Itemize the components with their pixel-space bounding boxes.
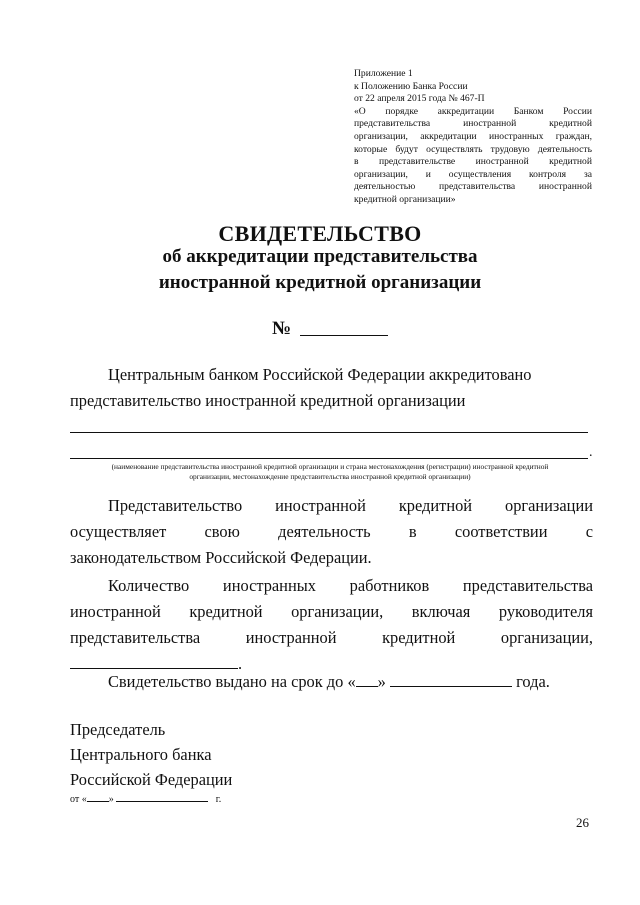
- issued-line: [108, 672, 550, 692]
- activity-paragraph: [70, 493, 593, 571]
- appendix-line: деятельностью представительства иностранной: [354, 181, 592, 193]
- issued-month-blank: [390, 685, 512, 687]
- date-month-blank: [116, 800, 208, 802]
- accreditation-line2: представительство иностранной кредитной организации: [70, 391, 466, 410]
- accreditation-paragraph: [70, 362, 593, 414]
- workers-line1: Количество иностранных работников представительства: [108, 576, 593, 595]
- certificate-subtitle-line2: иностранной кредитной организации: [158, 272, 482, 293]
- organization-name-dot: .: [589, 445, 593, 460]
- certificate-number-blank: [300, 335, 388, 336]
- issued-day-blank: [356, 685, 378, 687]
- appendix-line: «О порядке аккредитации Банком России: [354, 105, 592, 117]
- page-number: 26: [576, 815, 589, 830]
- activity-line1: Представительство иностранной кредитной организации: [108, 496, 593, 515]
- appendix-line: кредитной организации»: [354, 193, 456, 205]
- date-suffix: г.: [215, 794, 222, 805]
- workers-paragraph: [70, 573, 593, 677]
- appendix-line: Приложение 1: [354, 68, 413, 79]
- date-line: [70, 794, 221, 805]
- issued-text: Свидетельство выдано на срок до «: [108, 672, 356, 691]
- appendix-line: в представительстве иностранной кредитной: [354, 156, 592, 168]
- accreditation-line1: Центральным банком Российской Федерации аккредитовано: [108, 365, 532, 384]
- appendix-line: к Положению Банка России: [354, 80, 468, 92]
- appendix-line: от 22 апреля 2015 года № 467-П: [354, 93, 485, 105]
- certificate-number-label: №: [272, 318, 292, 339]
- date-day-blank: [87, 800, 109, 802]
- certificate-title: СВИДЕТЕЛЬСТВО: [218, 221, 422, 246]
- appendix-line: представительства иностранной кредитной: [354, 118, 592, 130]
- signature-line3: Российской Федерации: [70, 770, 233, 789]
- certificate-subtitle-line1: об аккредитации представительства: [162, 246, 478, 267]
- signature-block: [70, 717, 232, 792]
- appendix-note: [354, 68, 592, 207]
- issued-quote-close: »: [377, 672, 386, 691]
- signature-line2: Центрального банка: [70, 745, 212, 764]
- caption-line2: организации, местонахождение представительства иностранной кредитной организации): [189, 472, 471, 481]
- organization-name-blank-1: [70, 432, 588, 433]
- workers-line3: представительства иностранной кредитной организации,: [70, 628, 593, 647]
- activity-line3: законодательством Российской Федерации.: [70, 548, 372, 567]
- workers-line2: иностранной кредитной организации, включая руководителя: [70, 602, 593, 621]
- date-quote-close: »: [108, 794, 114, 805]
- workers-count-blank: [70, 667, 238, 669]
- organization-name-blank-2: [70, 458, 588, 459]
- signature-line1: Председатель: [70, 720, 166, 739]
- date-prefix: от «: [70, 794, 87, 805]
- caption-line1: (наименование представительства иностранной кредитной организации и страна местонахождения (регистрации) иностранной кредитной: [111, 462, 549, 471]
- activity-line2: осуществляет свою деятельность в соответствии с: [70, 522, 593, 541]
- workers-line4-end: .: [238, 654, 243, 673]
- issued-year-suffix: года.: [516, 672, 550, 691]
- appendix-line: которые будут осуществлять трудовую деятельность: [354, 143, 592, 155]
- appendix-line: организации, аккредитации иностранных граждан,: [354, 130, 592, 142]
- organization-name-caption: [70, 462, 590, 482]
- appendix-line: организации, и осуществления контроля за: [354, 168, 592, 180]
